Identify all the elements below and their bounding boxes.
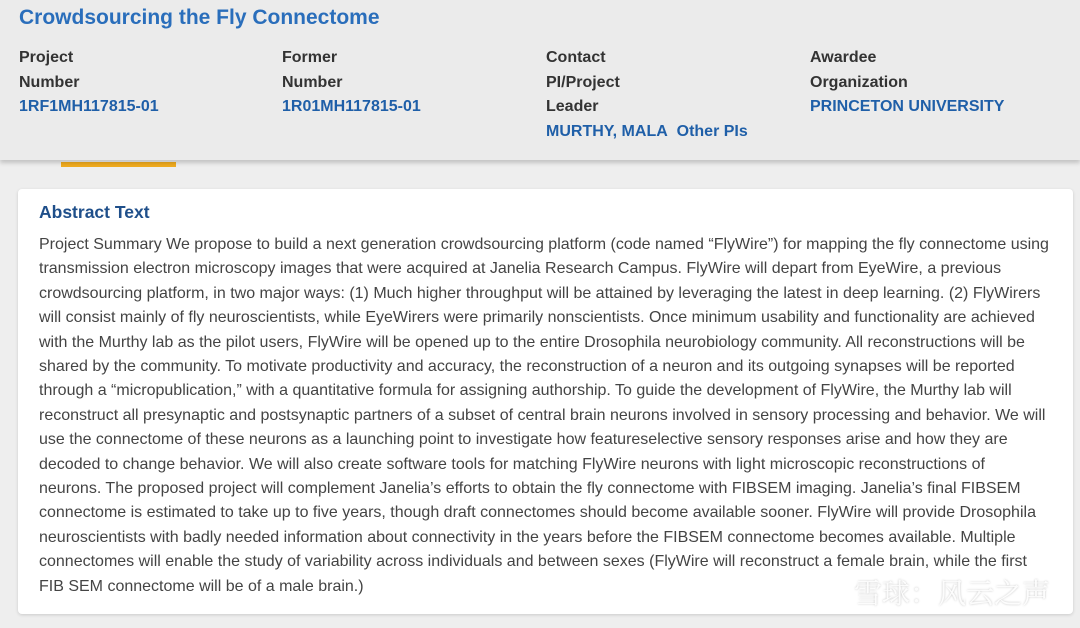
- snowball-logo-icon: [810, 574, 846, 610]
- contact-label-line2: PI/Project: [546, 73, 620, 91]
- former-number-value: 1R01MH117815-01: [282, 98, 421, 115]
- project-number-value: 1RF1MH117815-01: [19, 98, 159, 115]
- awardee-value[interactable]: PRINCETON UNIVERSITY: [810, 98, 1005, 115]
- former-number-block: [282, 46, 421, 120]
- project-number-label-line2: Number: [19, 73, 80, 91]
- awardee-block: [810, 46, 1004, 120]
- active-tab-indicator: [61, 162, 176, 167]
- page-title: Crowdsourcing the Fly Connectome: [19, 6, 380, 29]
- awardee-label-line1: Awardee: [810, 49, 877, 66]
- watermark: [810, 572, 1050, 612]
- contact-pi-block: [546, 46, 748, 144]
- abstract-title: Abstract Text: [39, 202, 150, 222]
- abstract-card: [18, 189, 1073, 614]
- project-number-block: [19, 46, 159, 120]
- former-number-label-line2: Number: [282, 73, 343, 91]
- watermark-text: 雪球：风云之声: [853, 578, 1050, 609]
- contact-label-line1: Contact: [546, 49, 606, 66]
- former-number-label-line1: Former: [282, 49, 338, 66]
- abstract-text: Project Summary We propose to build a next generation crowdsourcing platform (code named “FlyWire”) for mapping the fly connectome using transmission electron microscopy images that were acquired at Janelia Research Campus. FlyWire will depart from EyeWire, a previous crowdsourcing platform, in two major ways: (1) Much higher throughput will be attained by leveraging the latest in deep learning. (2) FlyWirers will consist mainly of fly neuroscientists, while EyeWirers were primarily nonscientists. Once minimum usability and functionality are achieved with the Murthy lab as the pilot users, FlyWire will be opened up to the entire Drosophila neurobiology community. All reconstructions will be shared by the community. To motivate productivity and accuracy, the reconstruction of a neuron and its outgoing synapses will be reported through a “micropublication,” with a quantitative formula for assigning authorship. To guide the development of FlyWire, the Murthy lab will reconstruct all presynaptic and postsynaptic partners of a subset of central brain neurons involved in sensory processing and behavior. We will use the connectome of these neurons as a launching point to investigate how featureselective sensory responses arise and how they are decoded to change behavior. We will also create software tools for matching FlyWire neurons with light microscopic reconstructions of neurons. The proposed project will complement Janelia’s efforts to obtain the fly connectome with FIBSEM imaging. Janelia’s final FIBSEM connectome is estimated to take up to five years, though draft connectomes should become available sooner. FlyWire will provide Drosophila neuroscientists with badly needed information about connectivity in the years before the FIBSEM connectome becomes available. Multiple connectomes will enable the study of variability across individuals and between sexes (FlyWire will reconstruct a female brain, while the first FIB SEM connectome will be of a male brain.): [39, 236, 1049, 595]
- contact-value-row: [546, 120, 748, 145]
- contact-pi-link[interactable]: MURTHY, MALA: [546, 122, 668, 140]
- awardee-label-line2: Organization: [810, 73, 908, 91]
- contact-label-line3: Leader: [546, 98, 599, 115]
- other-pis-link[interactable]: Other PIs: [676, 122, 748, 140]
- project-header: [0, 0, 1080, 160]
- project-number-label-line1: Project: [19, 49, 74, 66]
